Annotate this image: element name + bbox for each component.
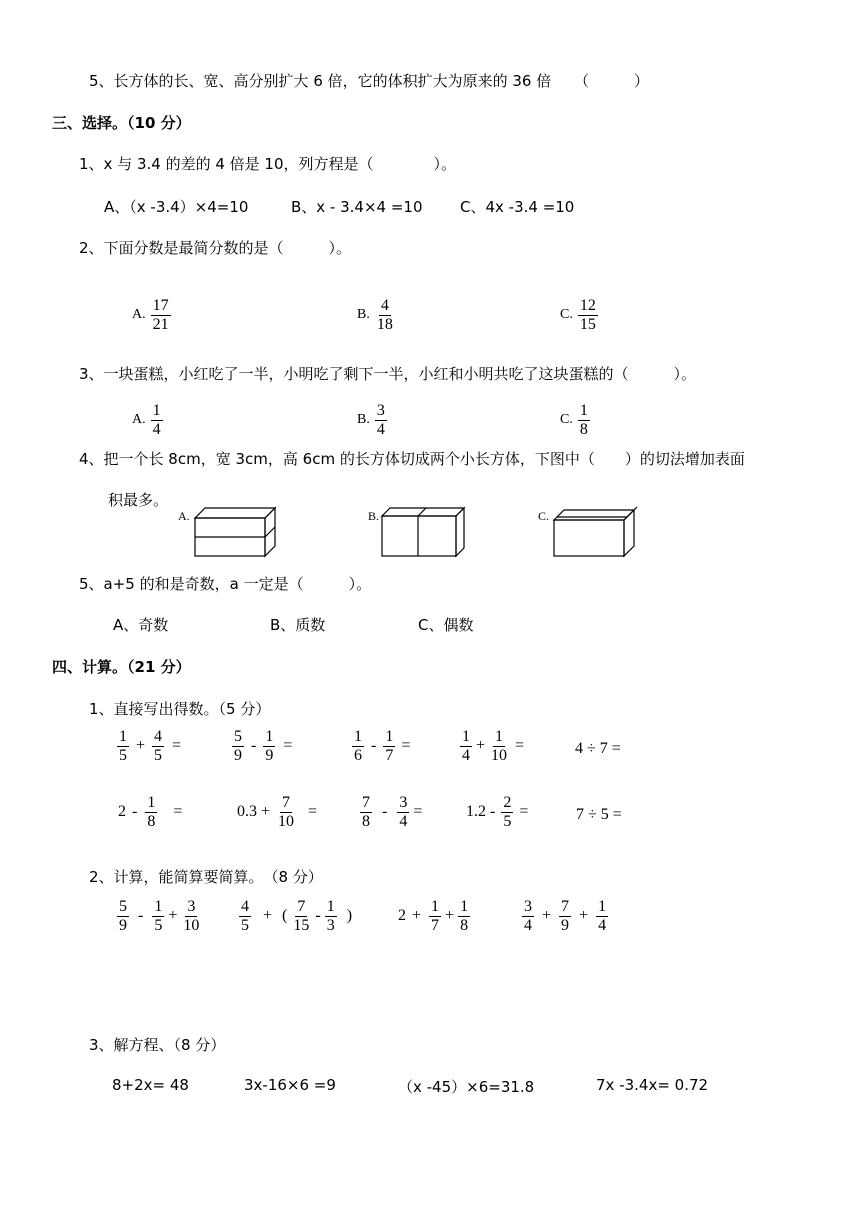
fraction: $\frac{12}{15}$: [579, 297, 596, 333]
simplify-expr-3: 2 + $\frac{1}{7}$ + $\frac{1}{8}$: [398, 898, 469, 934]
cuboid-figure-b: [360, 500, 480, 562]
choice-question-4: 4、把一个长 8cm，宽 3cm，高 6cm 的长方体切成两个小长方体，下图中（ ）的切法增加表面: [79, 450, 745, 468]
q5-option-c: C、偶数: [418, 616, 474, 634]
choice-question-2: 2、下面分数是最简分数的是（ ）。: [79, 239, 352, 257]
oral-calc-1: $\frac{1}{5}$ + $\frac{4}{5}$ =: [119, 728, 182, 764]
choice-question-1: 1、x 与 3.4 的差的 4 倍是 10，列方程是（ ）。: [79, 155, 457, 173]
calc-3-title: 3、解方程、（8 分）: [89, 1036, 226, 1054]
calc-1-title: 1、直接写出得数。（5 分）: [89, 700, 271, 718]
q2-option-b: B. $\frac{4}{18}$: [357, 297, 393, 333]
fraction: $\frac{1}{4}$: [152, 402, 161, 438]
q3-option-b: B. $\frac{3}{4}$: [357, 402, 385, 438]
q5-option-a: A、奇数: [113, 616, 169, 634]
section-3-heading: 三、选择。（10 分）: [52, 114, 191, 132]
tf-question-5: 5、长方体的长、宽、高分别扩大 6 倍，它的体积扩大为原来的 36 倍 （ ）: [89, 72, 650, 90]
section-4-heading: 四、计算。（21 分）: [52, 658, 191, 676]
oral-calc-10: 7 ÷ 5 =: [576, 806, 622, 823]
cuboid-figure-c: [534, 500, 654, 562]
q2-option-c: C. $\frac{12}{15}$: [560, 297, 596, 333]
q2-option-a: A. $\frac{17}{21}$: [132, 297, 169, 333]
equation-4: 7x -3.4x= 0.72: [596, 1076, 709, 1094]
simplify-expr-2: $\frac{4}{5}$ + ( $\frac{7}{15}$ - $\frac{1}{3}$ ): [241, 898, 353, 934]
calc-2-title: 2、计算，能简算要简算。 （8 分）: [89, 868, 323, 886]
figure-label-c: C.: [538, 509, 550, 523]
oral-calc-7: 0.3 + $\frac{7}{10}$ =: [237, 794, 318, 830]
choice-question-3: 3、一块蛋糕，小红吃了一半，小明吃了剩下一半，小红和小明共吃了这块蛋糕的（ ）。: [79, 365, 697, 383]
oral-calc-5: 4 ÷ 7 =: [575, 740, 621, 757]
equation-1: 8+2x= 48: [112, 1076, 189, 1094]
q1-option-c: C、4x -3.4 =10: [460, 198, 575, 216]
simplify-expr-4: $\frac{3}{4}$ + $\frac{7}{9}$ + $\frac{1}{4}$: [524, 898, 607, 934]
oral-calc-6: 2 - $\frac{1}{8}$ =: [118, 794, 183, 830]
equation-3: （x -45）×6=31.8: [398, 1078, 535, 1096]
fraction: $\frac{4}{18}$: [376, 297, 393, 333]
cuboid-figure-a: [170, 500, 290, 562]
q1-option-b: B、x - 3.4×4 =10: [291, 198, 423, 216]
oral-calc-8: $\frac{7}{8}$ - $\frac{3}{4}$ =: [362, 794, 423, 830]
oral-calc-4: $\frac{1}{4}$ + $\frac{1}{10}$ =: [462, 728, 525, 764]
q3-option-c: C. $\frac{1}{8}$: [560, 402, 588, 438]
oral-calc-2: $\frac{5}{9}$ - $\frac{1}{9}$ =: [234, 728, 293, 764]
fraction: $\frac{17}{21}$: [152, 297, 169, 333]
choice-question-4-cont: 积最多。: [108, 491, 169, 509]
fraction: $\frac{3}{4}$: [376, 402, 385, 438]
choice-question-5: 5、a+5 的和是奇数，a 一定是（ ）。: [79, 575, 372, 593]
simplify-expr-1: $\frac{5}{9}$ - $\frac{1}{5}$ + $\frac{3}{10}$: [119, 898, 200, 934]
figure-label-a: A.: [178, 509, 190, 523]
oral-calc-3: $\frac{1}{6}$ - $\frac{1}{7}$ =: [354, 728, 411, 764]
answer-paren: （ ）: [574, 72, 650, 90]
q1-option-a: A、（x -3.4）×4=10: [104, 198, 249, 216]
q3-option-a: A. $\frac{1}{4}$: [132, 402, 161, 438]
fraction: $\frac{1}{8}$: [579, 402, 588, 438]
figure-label-b: B.: [368, 509, 380, 523]
oral-calc-9: 1.2 - $\frac{2}{5}$ =: [466, 794, 529, 830]
equation-2: 3x-16×6 =9: [244, 1076, 336, 1094]
q5-option-b: B、质数: [270, 616, 326, 634]
